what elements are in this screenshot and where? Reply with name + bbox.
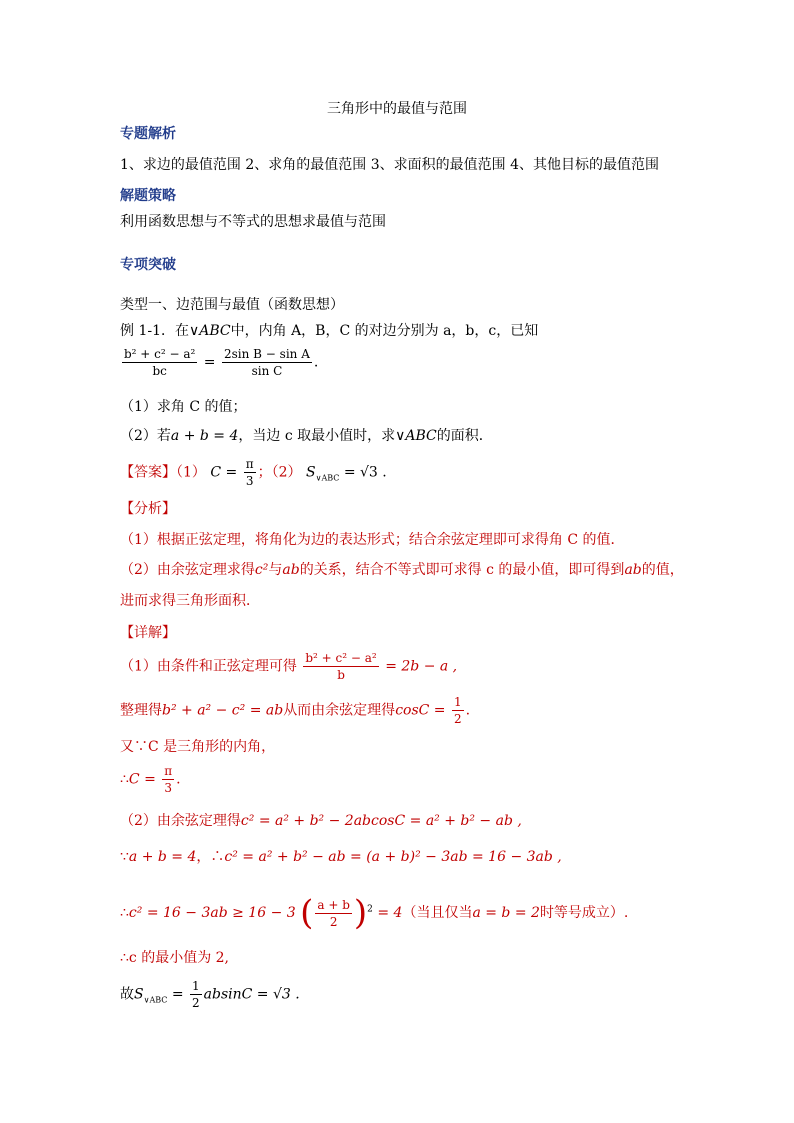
fraction-denominator: 2 xyxy=(329,914,338,929)
question-1: （1）求角 C 的值； xyxy=(120,399,247,415)
paren-close: ) xyxy=(353,893,368,933)
triangle-symbol: ∨ABC xyxy=(395,428,437,444)
detail-line-1 xyxy=(120,650,457,683)
detail-math: cosC = xyxy=(395,702,446,719)
detail-math: = 2b − a , xyxy=(385,658,458,675)
analysis-text: （2）由余弦定理求得 xyxy=(120,562,255,578)
analysis-text: 的关系，结合不等式即可求得 c 的最小值，即可得到 xyxy=(299,562,625,578)
answer-separator: ；（2） xyxy=(257,464,302,481)
detail-text: 从而由余弦定理得 xyxy=(283,702,396,719)
fraction-numerator: b² + c² − a² xyxy=(305,651,377,665)
detail-math: absinC = √3 . xyxy=(203,986,300,1003)
detail-text: . xyxy=(176,771,181,788)
section-heading-strategy: 解题策略 xyxy=(120,188,176,204)
topic-list: 1、求边的最值范围 2、求角的最值范围 3、求面积的最值范围 4、其他目标的最值范围 xyxy=(120,157,659,173)
fraction-denominator: 2 xyxy=(454,712,462,726)
section-heading-practice: 专项突破 xyxy=(120,257,176,273)
detail-text: ，∴ xyxy=(196,849,225,865)
analysis-text: 的值， xyxy=(641,562,684,578)
fraction-denominator: 3 xyxy=(164,781,173,795)
example-intro-2: 中，内角 A，B，C 的对边分别为 a，b，c，已知 xyxy=(230,323,539,339)
equation-left-fraction xyxy=(122,346,197,379)
detail-line-4 xyxy=(120,763,181,796)
fraction-denominator: b xyxy=(337,668,345,682)
fraction-denominator: bc xyxy=(152,364,167,378)
example-intro: 例 1-1．在 xyxy=(120,323,189,339)
therefore-symbol: ∴ xyxy=(120,905,129,921)
detail-line-9 xyxy=(120,978,300,1011)
area-symbol: S xyxy=(306,464,316,481)
strategy-text: 利用函数思想与不等式的思想求最值与范围 xyxy=(120,214,386,230)
detail-text: . xyxy=(465,702,471,719)
triangle-symbol: ∨ABC xyxy=(189,323,231,339)
detail-math: a + b = 4 xyxy=(128,849,197,865)
detail-text: 整理得 xyxy=(120,702,162,719)
detail-math: = xyxy=(171,986,184,1003)
answer-part1: （1） xyxy=(176,464,206,481)
answer-area-value: = √3 . xyxy=(343,464,387,481)
answer-line xyxy=(120,456,387,489)
detail-text: 时等号成立）. xyxy=(539,905,629,921)
detail-line-5 xyxy=(120,812,522,830)
detail-math: C = xyxy=(128,771,156,788)
detail-label: 【详解】 xyxy=(120,625,176,641)
answer-fraction xyxy=(244,456,256,489)
detail-math: c² = a² + b² − ab = (a + b)² − 3ab = 16 − 3ab , xyxy=(224,849,562,865)
condition: a + b = 4 xyxy=(170,428,239,444)
therefore-symbol: ∴ xyxy=(120,771,129,788)
section-heading-analysis: 专题解析 xyxy=(120,126,176,142)
example-statement xyxy=(120,322,538,340)
detail-fraction xyxy=(315,897,352,930)
area-symbol: S xyxy=(134,986,144,1003)
math-ab: ab xyxy=(624,562,642,578)
detail-text: 故 xyxy=(120,986,134,1003)
detail-fraction xyxy=(303,650,378,683)
analysis-text: 与 xyxy=(268,562,283,578)
detail-math: c² = 16 − 3ab ≥ 16 − 3 xyxy=(128,905,296,921)
detail-fraction xyxy=(452,694,464,727)
fraction-numerator: π xyxy=(245,457,254,471)
analysis-line-1: （1）根据正弦定理，将角化为边的表达形式；结合余弦定理即可求得角 C 的值． xyxy=(120,532,625,548)
detail-fraction xyxy=(190,978,202,1011)
detail-text: （当且仅当 xyxy=(402,905,473,921)
fraction-numerator: b² + c² − a² xyxy=(124,347,196,361)
fraction-numerator: 1 xyxy=(454,695,462,709)
fraction-denominator: 3 xyxy=(245,474,254,488)
detail-line-3: 又∵C 是三角形的内角， xyxy=(120,739,276,755)
type-heading: 类型一、边范围与最值（函数思想） xyxy=(120,297,344,313)
answer-label: 【答案】 xyxy=(120,464,176,481)
math-ab: ab xyxy=(282,562,300,578)
analysis-line-2 xyxy=(120,561,684,579)
analysis-line-3: 进而求得三角形面积． xyxy=(120,593,260,609)
detail-math: c² = a² + b² − 2abcosC = a² + b² − ab , xyxy=(240,813,522,829)
because-symbol: ∵ xyxy=(120,849,129,865)
detail-text: （2）由余弦定理得 xyxy=(120,813,241,829)
question-2-prefix: （2）若 xyxy=(120,428,171,444)
fraction-numerator: 2sin B − sin A xyxy=(224,347,310,361)
question-2-suffix: 的面积． xyxy=(436,428,493,444)
fraction-numerator: a + b xyxy=(317,897,350,912)
detail-line-2 xyxy=(120,694,470,727)
math-c2: c² xyxy=(254,562,269,578)
detail-line-6 xyxy=(120,848,562,866)
equation-right-fraction xyxy=(222,346,312,379)
detail-text: （1）由条件和正弦定理可得 xyxy=(120,658,297,675)
question-2 xyxy=(120,427,493,445)
area-subscript: ∨ABC xyxy=(315,473,340,483)
question-2-mid: ，当边 c 取最小值时，求 xyxy=(238,428,396,444)
paren-open: ( xyxy=(300,893,314,933)
page-title: 三角形中的最值与范围 xyxy=(327,101,467,117)
answer-c-eq: C = xyxy=(210,464,238,481)
detail-math: a = b = 2 xyxy=(472,905,540,921)
fraction-denominator: 2 xyxy=(192,996,200,1010)
given-equation: $\frac{\text{b² + c² − a²}}{bc}$ = $\frac{\text{2sin B − sin A}}{\text{sin C}}$ . xyxy=(124,347,319,378)
area-subscript: ∨ABC xyxy=(143,995,168,1005)
detail-fraction xyxy=(162,763,174,796)
detail-math: = 4 xyxy=(377,905,403,921)
fraction-numerator: π xyxy=(164,764,173,778)
analysis-label: 【分析】 xyxy=(120,501,176,517)
detail-line-7: ∴c² = 16 − 3ab ≥ 16 − 3 ( $\frac{a + b}{2}$ )$^2$ = 4（当且仅当a = b = 2时等号成立）. xyxy=(120,893,629,933)
fraction-denominator: sin C xyxy=(251,364,283,378)
fraction-numerator: 1 xyxy=(192,979,200,993)
detail-math: b² + a² − c² = ab xyxy=(162,702,284,719)
detail-line-8: ∴c 的最小值为 2, xyxy=(120,950,230,966)
